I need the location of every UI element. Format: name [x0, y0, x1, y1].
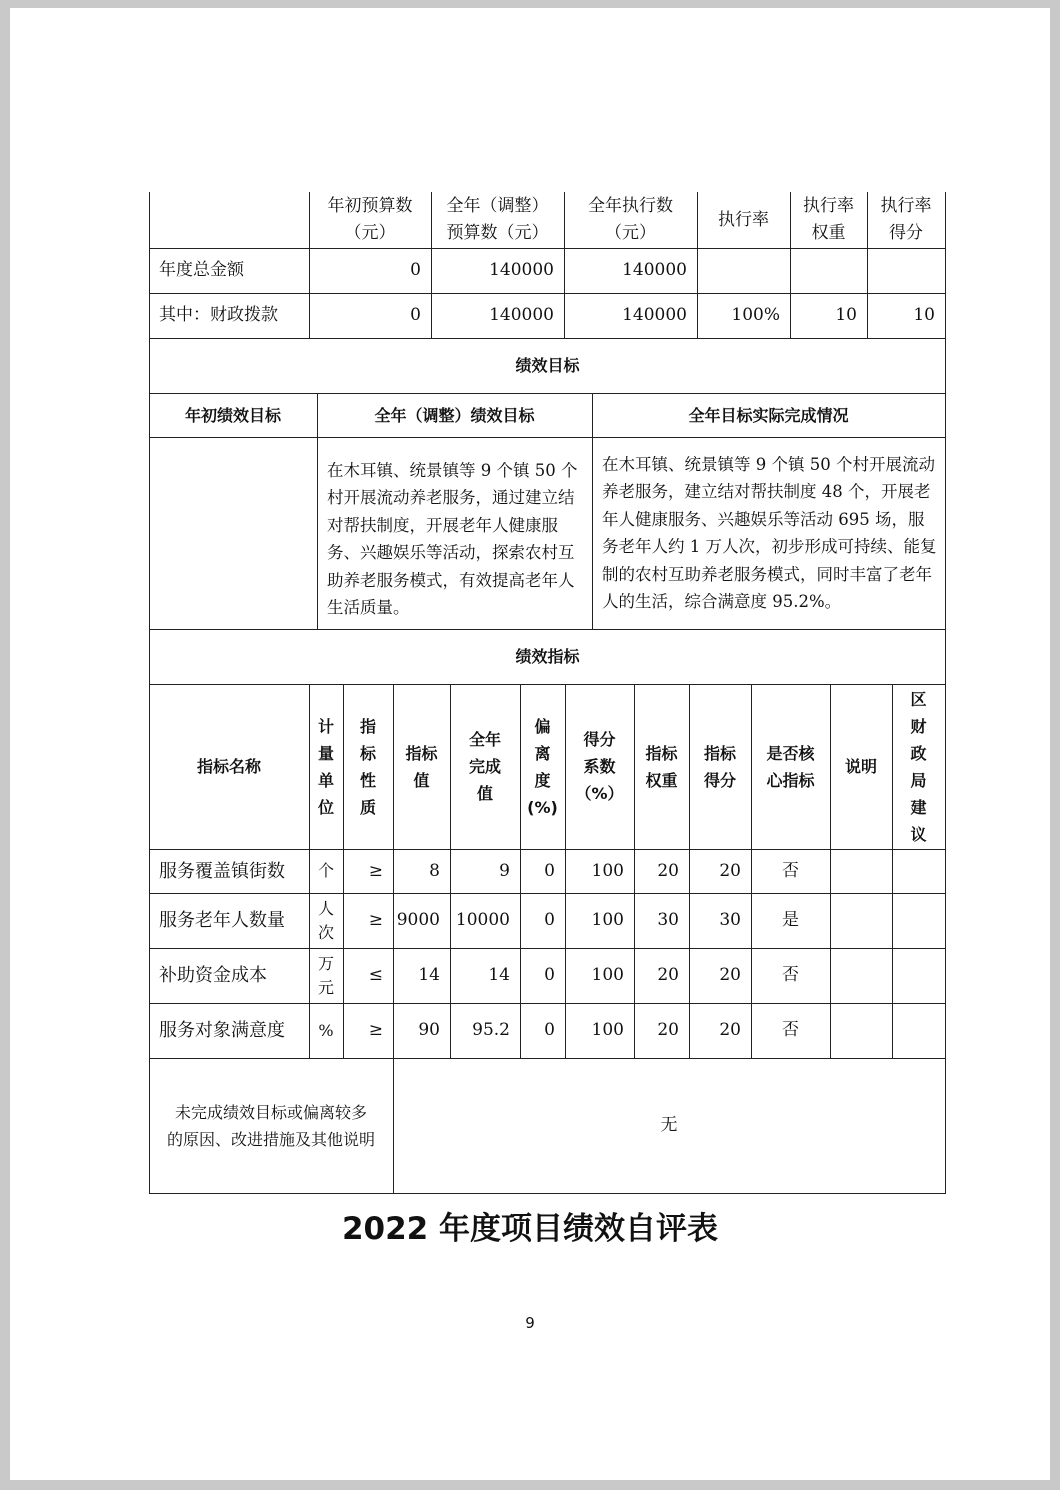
indicator-row-4-coefficient: 100 [591, 1020, 624, 1040]
remark-label: 未完成绩效目标或偏离较多 的原因、改进措施及其他说明 [166, 1102, 375, 1149]
indicator-row-3-coefficient: 100 [591, 965, 624, 985]
indicator-header-note: 说明 [844, 757, 877, 776]
remark-value: 无 [660, 1115, 678, 1135]
indicator-row-1-actual: 9 [499, 860, 510, 881]
budget-row-total-initial: 0 [410, 260, 421, 280]
indicator-row-3-unit: 万 元 [317, 953, 334, 997]
indicator-header-name: 指标名称 [196, 757, 261, 776]
indicator-row-1-name: 服务覆盖镇街数 [159, 860, 285, 882]
indicator-header-target: 指标 值 [405, 743, 438, 790]
indicator-header-unit: 计 量 单 位 [317, 716, 334, 817]
indicator-row-1-note [830, 849, 892, 893]
indicator-row-4-name: 服务对象满意度 [159, 1020, 285, 1041]
indicator-row-1-coefficient: 100 [591, 860, 624, 881]
budget-row-total-adjusted: 140000 [489, 260, 554, 280]
budget-row-fiscal-score: 10 [913, 305, 935, 325]
indicator-header-weight: 指标 权重 [645, 743, 678, 790]
budget-row-fiscal-label: 其中：财政拨款 [159, 305, 278, 325]
budget-header-2: 全年（调整） 预算数（元） [446, 196, 549, 243]
indicator-row-4-weight: 20 [657, 1020, 679, 1040]
indicator-row-3-weight: 20 [657, 965, 679, 985]
performance-table [149, 192, 946, 1194]
indicator-row-3-score: 20 [719, 965, 741, 985]
budget-row-total-executed: 140000 [622, 260, 687, 280]
indicator-row-2-nature: ≥ [368, 910, 383, 930]
indicator-row-4-target: 90 [418, 1020, 440, 1040]
indicator-row-2-coefficient: 100 [591, 910, 624, 930]
indicator-row-1-deviation: 0 [544, 860, 555, 881]
indicator-row-4-unit: % [318, 1020, 334, 1040]
indicator-row-2-actual: 10000 [455, 910, 510, 930]
indicator-row-4-score: 20 [719, 1020, 741, 1040]
indicator-row-2-unit: 人 次 [317, 898, 334, 942]
indicator-row-4-actual: 95.2 [472, 1020, 510, 1040]
indicator-row-3-nature: ≤ [368, 965, 383, 985]
indicator-header-nature: 指 标 性 质 [359, 716, 376, 817]
indicator-header-score: 指标 得分 [703, 743, 736, 790]
goals-adjusted-text: 在木耳镇、统景镇等 9 个镇 50 个村开展流动养老服务，通过建立结对帮扶制度，开展老年人健康服务、兴趣娱乐等活动，探索农村互助养老服务模式，有效提高老年人生活质量。 [327, 460, 578, 617]
indicator-row-3-note [830, 948, 892, 1003]
indicators-section-title: 绩效指标 [515, 647, 580, 666]
goals-header-initial: 年初绩效目标 [184, 405, 281, 425]
indicator-header-deviation: 偏 离 度 (%) [527, 716, 558, 817]
indicator-row-2-bureau-advice [892, 893, 945, 948]
budget-row-fiscal-rate: 100% [731, 305, 780, 325]
indicator-row-1-target: 8 [429, 860, 440, 881]
goals-actual-text: 在木耳镇、统景镇等 9 个镇 50 个村开展流动养老服务，建立结对帮扶制度 48 个，开展老年人健康服务、兴趣娱乐等活动 695 场，服务老年人约 1 万人次，初步形成可持续、能复制的农村互助养老服务模式，同时丰富了老年人的生活，综合满意度 95.2%。 [602, 454, 937, 611]
indicator-row-1-bureau-advice [892, 849, 945, 893]
goals-initial-text [149, 437, 317, 629]
indicator-row-4-nature: ≥ [368, 1020, 383, 1040]
indicator-row-4-core: 否 [782, 1020, 799, 1040]
budget-header-6: 执行率 得分 [880, 196, 932, 243]
budget-row-total-label: 年度总金额 [159, 260, 244, 280]
indicator-row-3-deviation: 0 [544, 965, 555, 985]
indicator-row-2-weight: 30 [657, 910, 679, 930]
indicator-row-1-nature: ≥ [368, 860, 383, 881]
indicator-row-1-core: 否 [782, 860, 799, 881]
page-number: 9 [525, 1314, 535, 1332]
indicator-row-2-core: 是 [782, 910, 799, 930]
indicator-row-3-core: 否 [782, 965, 799, 985]
indicator-row-4-bureau-advice [892, 1003, 945, 1058]
budget-header-5: 执行率 权重 [803, 196, 854, 243]
indicator-header-core: 是否核 心指标 [766, 743, 815, 790]
indicator-row-3-target: 14 [418, 965, 440, 985]
indicator-row-1-weight: 20 [657, 860, 679, 881]
indicator-header-coefficient: 得分 系数 （%） [575, 730, 624, 803]
budget-row-fiscal-executed: 140000 [622, 305, 687, 325]
indicator-row-3-bureau-advice [892, 948, 945, 1003]
indicator-header-bureau-advice: 区 财 政 局 建 议 [910, 689, 927, 844]
goals-header-adjusted: 全年（调整）绩效目标 [374, 405, 535, 425]
budget-row-fiscal-adjusted: 140000 [489, 305, 554, 325]
budget-header-1: 年初预算数 （元） [327, 196, 413, 243]
indicator-row-1-score: 20 [719, 860, 741, 881]
indicator-row-2-deviation: 0 [544, 910, 555, 930]
indicator-row-2-note [830, 893, 892, 948]
indicator-row-1-unit: 个 [317, 861, 334, 880]
budget-row-fiscal-initial: 0 [410, 305, 421, 325]
indicator-row-3-name: 补助资金成本 [159, 965, 267, 986]
indicator-row-2-target: 9000 [396, 910, 440, 930]
indicator-header-actual: 全年 完成 值 [468, 730, 501, 803]
page-title: 2022 年度项目绩效自评表 [341, 1211, 719, 1247]
indicator-row-2-score: 30 [719, 910, 741, 930]
budget-row-fiscal-weight: 10 [835, 305, 857, 325]
goals-section-title: 绩效目标 [515, 356, 580, 375]
budget-header-3: 全年执行数 （元） [588, 196, 673, 243]
indicator-row-3-actual: 14 [488, 965, 510, 985]
indicator-row-4-note [830, 1003, 892, 1058]
indicator-row-2-name: 服务老年人数量 [159, 910, 285, 931]
goals-header-actual: 全年目标实际完成情况 [688, 405, 849, 425]
indicator-row-4-deviation: 0 [544, 1020, 555, 1040]
budget-header-4: 执行率 [718, 209, 769, 230]
